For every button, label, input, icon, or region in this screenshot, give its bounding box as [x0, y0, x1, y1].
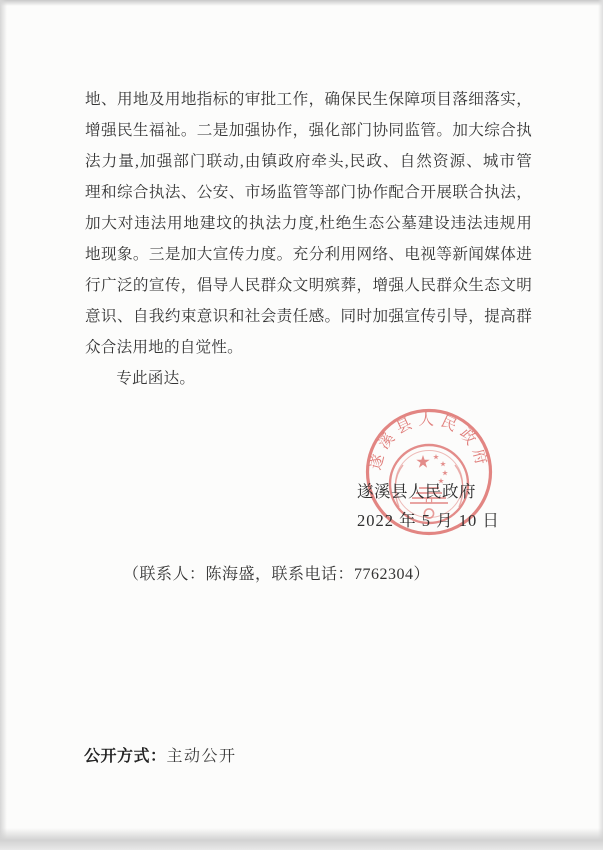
disclosure-method-value: 主动公开 [166, 748, 237, 765]
letter-body [85, 84, 532, 394]
body-line: 行广泛的宣传，倡导人民群众文明殡葬，增强人民群众生态文明 [85, 277, 532, 294]
scan-edge-right [598, 0, 603, 850]
body-line: 法力量,加强部门联动,由镇政府牵头,民政、自然资源、城市管 [85, 153, 532, 170]
body-line: 加大对违法用地建坟的执法力度,杜绝生态公墓建设违法违规用 [85, 215, 532, 232]
body-line: 地现象。三是加大宣传力度。充分利用网络、电视等新闻媒体进 [85, 246, 532, 263]
body-line: 众合法用地的自觉性。 [85, 339, 243, 356]
body-line: 意识、自我约束意识和社会责任感。同时加强宣传引导，提高群 [85, 308, 532, 325]
body-line: 增强民生福祉。二是加强协作，强化部门协同监管。加大综合执 [85, 122, 532, 139]
signature-block [357, 477, 500, 535]
body-line: 专此函达。 [116, 370, 196, 387]
issuer-name: 遂溪县人民政府 [357, 482, 476, 501]
scan-edge-top [0, 0, 603, 6]
body-line: 理和综合执法、公安、市场监管等部门协作配合开展联合执法， [85, 184, 532, 201]
contact-info: （联系人：陈海盛，联系电话：7762304） [123, 566, 431, 583]
body-line: 地、用地及用地指标的审批工作，确保民生保障项目落细落实， [85, 91, 532, 108]
issue-date: 2022 年 5 月 10 日 [357, 511, 500, 530]
disclosure-method [84, 743, 237, 766]
disclosure-method-label: 公开方式： [84, 748, 167, 765]
scan-edge-left [0, 0, 7, 850]
seal-ring-text: 遂溪县人民政府 [367, 411, 491, 472]
scan-edge-bottom [0, 828, 603, 850]
